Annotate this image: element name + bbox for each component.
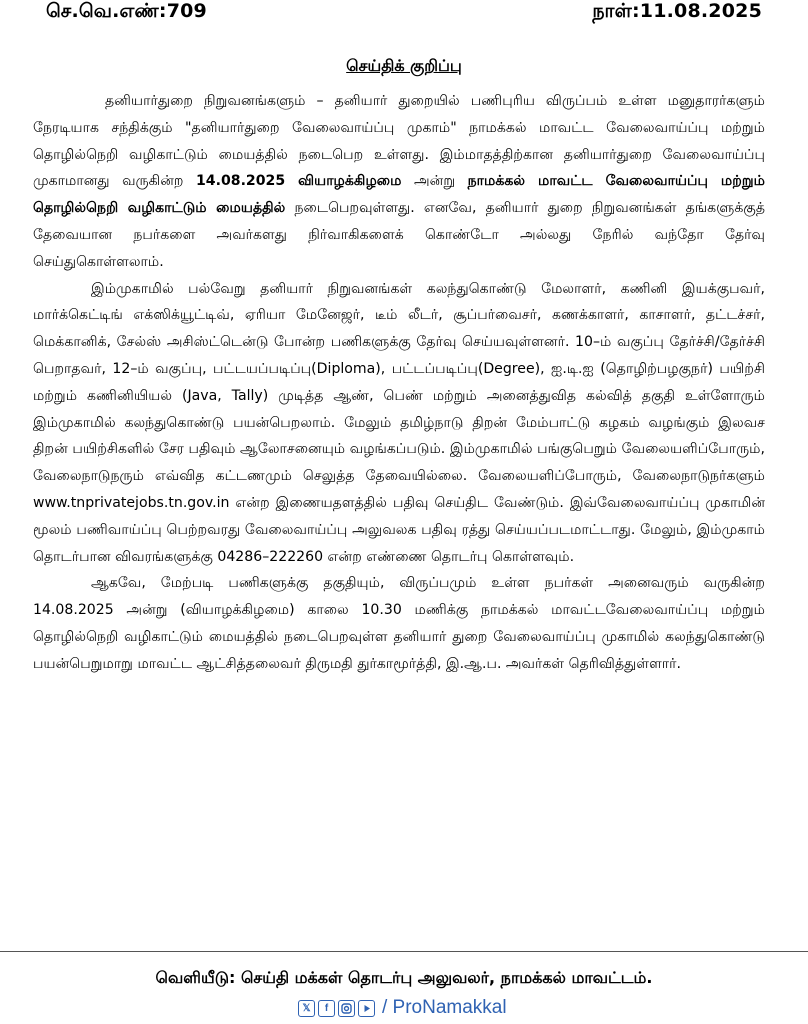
- social-handle[interactable]: / ProNamakkal: [382, 997, 507, 1018]
- footer-divider: [0, 951, 808, 952]
- paragraph-2: இம்முகாமில் பல்வேறு தனியார் நிறுவனங்கள் கலந்துகொண்டு மேலாளர், கணினி இயக்குபவர், மார்க்கெட்டிங் எக்ஸிக்யூட்டிவ், ஏரியா மேனேஜர், டீம் லீடர், சூப்பர்வைசர், கணக்காளர், காசாளர், தட்டச்சர், மெக்கானிக், சேல்ஸ் அசிஸ்ட்டென்டு போன்ற பணிகளுக்கு தேர்வு செய்யவுள்ளனர். 10–ம் வகுப்பு தேர்ச்சி/தேர்ச்சி பெறாதவர், 12–ம் வகுப்பு, பட்டயப்படிப்பு(Diploma), பட்டப்படிப்பு(Degree), ஐ.டி.ஐ (தொழிற்பழகுநர்) பயிற்சி மற்றும் கணினியியல் (Java, Tally) முடித்த ஆண், பெண் மற்றும் அனைத்துவித கல்வித் தகுதி உள்ளோரும் இம்முகாமில் கலந்துகொண்டு பயன்பெறலாம். மேலும் தமிழ்நாடு திறன் மேம்பாட்டு கழகம் வழங்கும் இலவச திறன் பயிற்சிகளில் சேர பதிவும் ஆலோசனையும் வழங்கப்படும். இம்முகாமில் பங்குபெறும் வேலையளிப்போரும், வேலைநாடுநரும் எவ்வித கட்டணமும் செலுத்த தேவையில்லை. வேலையளிப்போரும், வேலைநாடுநர்களும் www.tnprivatejobs.tn.gov.in என்ற இணையதளத்தில் பதிவு செய்திட வேண்டும். இவ்வேலைவாய்ப்பு முகாமின் மூலம் பணிவாய்ப்பு பெற்றவரது வேலைவாய்ப்பு அலுவலக பதிவு ரத்து செய்யப்படமாட்டாது. மேலும், இம்முகாம் தொடர்பான விவரங்களுக்கு 04286–222260 என்ற எண்ணை தொடர்பு கொள்ளவும்.: [33, 280, 765, 565]
- paragraph-1-text-a: தனியார்துறை நிறுவனங்களும் – தனியார் துறையில் பணிபுரிய விருப்பம் உள்ள மனுதாரர்களும் நேரடியாக சந்திக்கும் "தனியார்துறை வேலைவாய்ப்பு முகாம்" நாமக்கல் மாவட்ட வேலைவாய்ப்பு மற்றும் தொழில்நெறி வழிகாட்டும் மையத்தில் நடைபெற உள்ளது. இம்மாதத்திற்கான தனியார்துறை வேலைவாய்ப்பு முகாமானது வருகின்ற: [33, 93, 765, 190]
- page-title: செய்திக் குறிப்பு: [346, 56, 462, 75]
- event-date-bold: 14.08.2025 வியாழக்கிழமை: [195, 173, 402, 190]
- paragraph-1-text-e: நடைபெறவுள்ளது. எனவே, தனியார் துறை நிறுவனங்கள் தங்களுக்குத் தேவையான நபர்களை அவர்களது நிர்வாகிகளைக் கொண்டோ அல்லது நேரில் வந்தோ தேர்வு செய்துகொள்ளலாம்.: [33, 200, 765, 270]
- paragraph-3: ஆகவே, மேற்படி பணிகளுக்கு தகுதியும், விருப்பமும் உள்ள நபர்கள் அனைவரும் வருகின்ற 14.08.2025 அன்று (வியாழக்கிழமை) காலை 10.30 மணிக்கு நாமக்கல் மாவட்டவேலைவாய்ப்பு மற்றும் தொழில்நெறி வழிகாட்டும் மையத்தில் நடைபெறவுள்ள தனியார் துறை வேலைவாய்ப்பு முகாமில் கலந்துகொண்டு பயன்பெறுமாறு மாவட்ட ஆட்சித்தலைவர் திருமதி துர்காமூர்த்தி, இ.ஆ.ப. அவர்கள் தெரிவித்துள்ளார்.: [33, 575, 765, 672]
- paragraph-1: [33, 88, 765, 276]
- reference-number: செ.வெ.எண்:709: [46, 0, 207, 22]
- venue-bold: நாமக்கல் மாவட்ட வேலைவாய்ப்பு மற்றும் தொழில்நெறி வழிகாட்டும் மையத்தில்: [33, 173, 765, 217]
- social-handle-bar: [298, 997, 507, 1019]
- paragraph-1-text-c: அன்று: [401, 173, 468, 190]
- youtube-icon[interactable]: [358, 1000, 375, 1017]
- press-release-body: [33, 88, 765, 678]
- x-icon[interactable]: 𝕏: [298, 1000, 315, 1017]
- instagram-icon[interactable]: [338, 1000, 355, 1017]
- facebook-icon[interactable]: f: [318, 1000, 335, 1017]
- release-credit: வெளியீடு: செய்தி மக்கள் தொடர்பு அலுவலர், நாமக்கல் மாவட்டம்.: [155, 968, 653, 987]
- release-date: நாள்:11.08.2025: [592, 0, 762, 22]
